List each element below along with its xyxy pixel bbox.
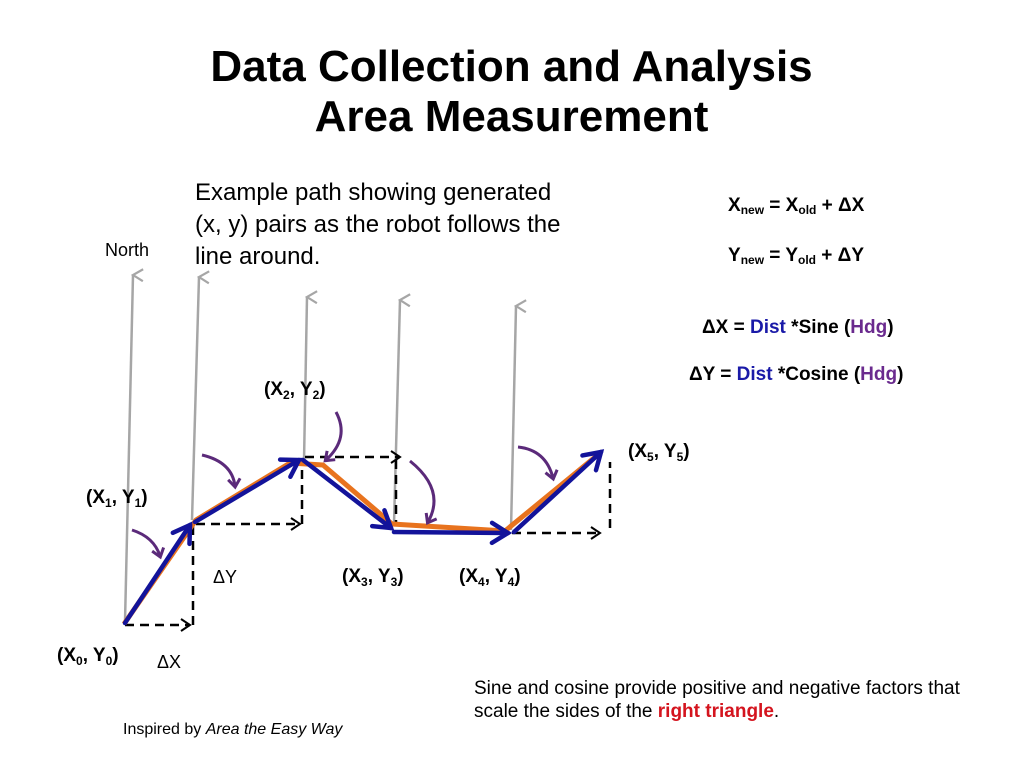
point-label-3: ($X_3$, $Y_3$): [342, 566, 404, 589]
north-arrows: [125, 275, 516, 622]
robot-path-line: [124, 453, 600, 624]
y-delta-term: + ΔY: [816, 245, 864, 266]
point-label-0: ($X_0$, $Y_0$): [57, 645, 119, 668]
sine-cosine-note: [474, 677, 994, 723]
title-line-2: Area Measurement: [314, 92, 709, 141]
note-highlight: right triangle: [657, 701, 774, 722]
dy-hdg: Hdg: [860, 364, 898, 385]
north-arrow-4: [511, 306, 516, 530]
x-old-symbol: = X: [764, 195, 799, 216]
y-new-subscript: new: [740, 253, 765, 267]
note-text: Sine and cosine provide positive and negative factors that scale the sides of the: [474, 678, 960, 722]
note-end: .: [773, 701, 780, 722]
x-new-symbol: X: [728, 195, 741, 216]
vector-0-1: [125, 525, 190, 623]
heading-arc-icon-3: [326, 412, 341, 460]
dy-prefix: ΔY =: [689, 364, 737, 385]
heading-arc-icon-4: [410, 461, 434, 522]
x-old-subscript: old: [798, 203, 817, 217]
distance-vectors: [125, 452, 601, 623]
dy-close: ): [897, 364, 904, 385]
point-label-1: ($X_1$, $Y_1$): [86, 487, 148, 510]
dx-prefix: ΔX =: [702, 317, 750, 338]
point-label-4: ($X_4$, $Y_4$): [459, 566, 521, 589]
dy-cosine: *Cosine (: [772, 364, 861, 385]
x-new-subscript: new: [740, 203, 765, 217]
dashed-legs: [125, 457, 610, 625]
dy-dist: Dist: [736, 364, 773, 385]
dx-sine: *Sine (: [785, 317, 851, 338]
delta-x-label: ΔX: [157, 652, 182, 672]
north-arrow-1: [192, 277, 199, 520]
heading-arc-icon-5: [518, 447, 553, 478]
description-text: Example path showing generated (x, y) pairs as the robot follows the line around.: [195, 179, 561, 270]
delta-y-label: ΔY: [213, 567, 238, 587]
credit-source: Area the Easy Way: [205, 721, 343, 738]
vector-1-2: [195, 460, 299, 522]
dx-close: ): [887, 317, 894, 338]
heading-arc-icon-1: [132, 530, 160, 556]
point-label-5: ($X_5$, $Y_5$): [628, 441, 690, 464]
credit-prefix: Inspired by: [123, 721, 206, 738]
x-delta-term: + ΔX: [816, 195, 865, 216]
y-old-symbol: = Y: [764, 245, 799, 266]
dx-hdg: Hdg: [850, 317, 888, 338]
credit-line: [123, 721, 342, 739]
vector-3-4: [394, 532, 508, 533]
vector-2-3: [303, 460, 391, 528]
north-arrow-0: [125, 275, 133, 622]
north-label: North: [105, 240, 150, 260]
y-new-symbol: Y: [728, 245, 741, 266]
heading-arc-icon-2: [202, 455, 235, 486]
point-label-2: ($X_2$, $Y_2$): [264, 379, 326, 402]
title-line-1: Data Collection and Analysis: [210, 42, 813, 91]
dx-dist: Dist: [749, 317, 786, 338]
vector-4-5: [514, 452, 601, 532]
y-old-subscript: old: [798, 253, 817, 267]
